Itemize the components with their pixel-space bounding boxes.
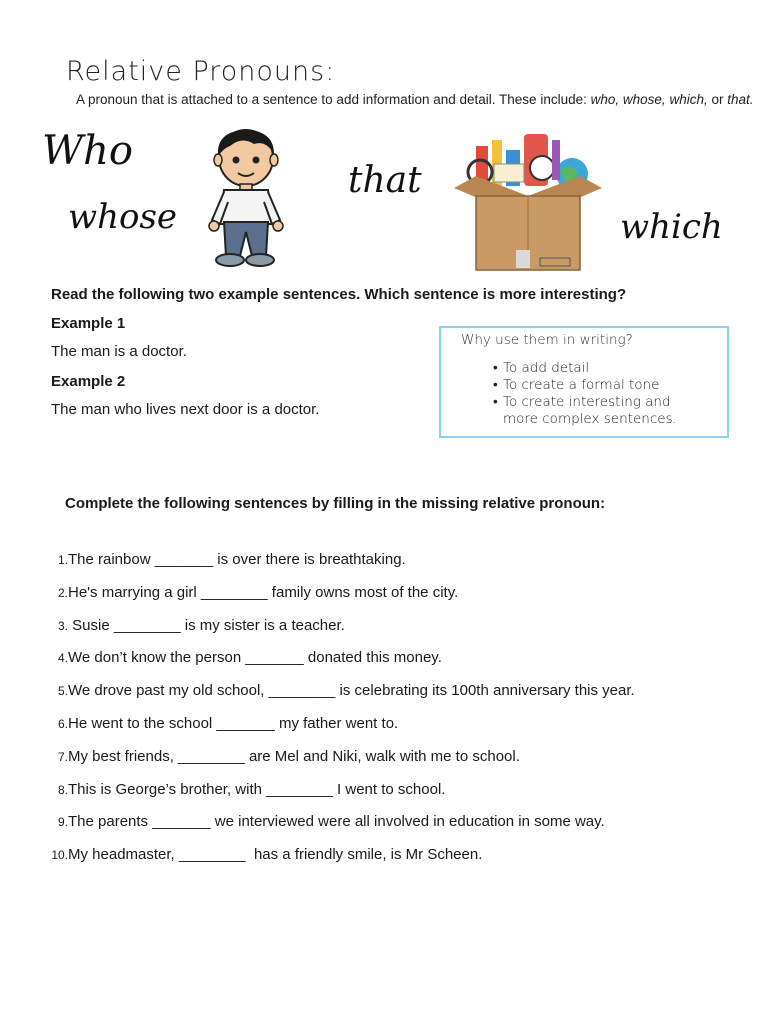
exercise-item	[48, 584, 748, 617]
item-sentence: My best friends, ________ are Mel and Niki, walk with me to school.	[68, 747, 520, 765]
why-box-item: • To create interesting and more complex sentences.	[493, 394, 677, 428]
item-sentence: This is George’s brother, with ________ I went to school.	[68, 780, 446, 798]
exercise-item	[48, 813, 748, 846]
item-sentence: Susie ________ is my sister is a teacher.	[68, 616, 345, 634]
example-2-text: The man who lives next door is a doctor.	[51, 401, 320, 418]
pronoun-who: who,	[590, 92, 620, 107]
why-box-title: Why use them in writing?	[461, 332, 633, 348]
connector-or: or	[707, 92, 728, 107]
item-number: 4.	[57, 651, 68, 666]
pronoun-that: that.	[727, 92, 754, 107]
exercise-item	[48, 617, 748, 650]
item-number: 8.	[57, 782, 68, 797]
exercise-instruction: Complete the following sentences by filling in the missing relative pronoun:	[65, 495, 606, 512]
item-number: 1.	[57, 553, 68, 567]
definition-prefix: A pronoun that is attached to a sentence to add information and detail. These include:	[76, 92, 591, 107]
item-number: 2.	[57, 585, 68, 600]
item-number: 10.	[51, 848, 68, 863]
example-1-text: The man is a doctor.	[51, 343, 187, 360]
exercise-list	[48, 551, 748, 879]
why-box-list	[493, 360, 677, 428]
item-sentence: My headmaster, ________ has a friendly smile, is Mr Scheen.	[68, 846, 483, 864]
why-use-them-box	[439, 326, 729, 438]
item-sentence: We don’t know the person _______ donated this money.	[68, 649, 442, 667]
exercise-item	[48, 781, 748, 814]
exercise-item	[48, 682, 748, 715]
item-sentence: The parents _______ we interviewed were all involved in education in some way.	[68, 813, 605, 831]
page-title: Relative Pronouns:	[66, 56, 336, 87]
item-sentence: He went to the school _______ my father went to.	[68, 714, 399, 732]
item-sentence: The rainbow _______ is over there is breathtaking.	[68, 551, 406, 568]
boy-illustration	[196, 126, 296, 270]
why-box-item: • To create a formal tone	[493, 377, 677, 394]
item-number: 9.	[57, 815, 68, 830]
item-number: 5.	[57, 684, 68, 699]
banner-word-who: Who	[42, 128, 133, 174]
banner-word-which: which	[620, 207, 723, 247]
why-box-item: • To add detail	[493, 360, 677, 377]
item-number: 3.	[57, 618, 68, 633]
item-sentence: He's marrying a girl ________ family owns most of the city.	[68, 583, 459, 601]
exercise-item	[48, 715, 748, 748]
definition-text	[76, 92, 754, 107]
example-question: Read the following two example sentences. Which sentence is more interesting?	[51, 286, 627, 303]
example-1-heading: Example 1	[51, 315, 126, 332]
exercise-item	[48, 748, 748, 781]
item-sentence: We drove past my old school, ________ is celebrating its 100th anniversary this year.	[68, 682, 635, 700]
banner-word-whose: whose	[68, 197, 178, 237]
example-2-heading: Example 2	[51, 373, 126, 390]
item-number: 6.	[57, 716, 68, 731]
school-supplies-box-illustration	[446, 126, 610, 272]
pronoun-whose: whose,	[622, 92, 666, 107]
banner-word-that: that	[348, 160, 422, 201]
exercise-item	[48, 649, 748, 682]
pronoun-which: which,	[669, 92, 708, 107]
exercise-item	[48, 551, 748, 584]
item-number: 7.	[57, 749, 68, 764]
exercise-item	[48, 846, 748, 879]
